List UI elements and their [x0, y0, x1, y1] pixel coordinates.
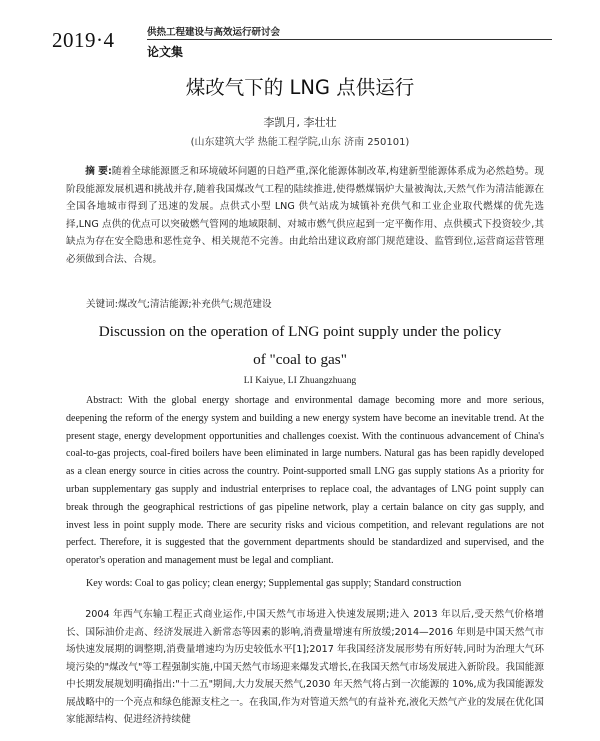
english-abstract [66, 392, 544, 570]
conference-name: 供热工程建设与高效运行研讨会 [147, 27, 281, 38]
chinese-abstract [66, 163, 544, 269]
english-keywords-text: Coal to gas policy; clean energy; Supplemental gas supply; Standard construction [134, 578, 462, 589]
chinese-authors: 李凯月, 李壮壮 [263, 116, 337, 129]
english-keywords [86, 578, 461, 589]
english-authors: LI Kaiyue, LI Zhuangzhuang [243, 375, 357, 386]
body-paragraph: 2004 年西气东输工程正式商业运作,中国天然气市场进入快速发展期;进入 2013 年以后,受天然气价格增长、国际油价走高、经济发展进入新常态等因素的影响,消费量增速有所放缓;2014—2016 年则是中国天然气市场快速发展期的调整期,消费量增速均为历史较低水平[1];2017 年我国经济发展形势有所好转,同时为治理大气环境污染的"煤改气"等工程强制实施,中国天然气市场迎来爆发式增长,在我国天然气市场发展进入新阶段。我国能源中长期发展规划明确指出:"十二五"期间,大力发展天然气,2030 年天然气将占到一次能源的 10%,成为我国能源发展战略中的一个亮点和绿色能源支柱之一。在我国,作为对管道天然气的有益补充,液化天然气产业的发展在优化国家能源结构、促进经济持续健 [66, 609, 544, 725]
chinese-abstract-text: 随着全球能源匮乏和环境破坏问题的日趋严重,深化能源体制改革,构建新型能源体系成为必然趋势。现阶段能源发展机遇和挑战并存,随着我国煤改气工程的陆续推进,使得燃煤锅炉大量被淘汰,天然气作为清洁能源在全国各地城市得到了迅速的发展。点供式小型 LNG 供气站成为城镇补充供气和工业企业取代燃煤的优先选择,LNG 点供的优点可以突破燃气管网的地域限制、对城市燃气供应起到一定平衡作用、点供模式下投资较少,其缺点为存在安全隐患和恶性竞争、相关规范不完善。由此给出建议政府部门规范建设、监管到位,运营商运营管理必须做到合法、合规。 [66, 166, 544, 265]
chinese-keywords-label: 关键词: [86, 299, 119, 310]
running-header [52, 22, 552, 62]
english-abstract-label: Abstract: [86, 395, 123, 406]
header-rule [147, 39, 552, 40]
column-name: 论文集 [147, 45, 184, 59]
chinese-affiliation: (山东建筑大学 热能工程学院,山东 济南 250101) [190, 137, 410, 148]
chinese-keywords-text: 煤改气;清洁能源;补充供气;规范建设 [118, 299, 272, 310]
english-abstract-text: With the global energy shortage and environmental damage becoming more and more serious, deepening the reform of the energy system and building a new energy system have become an inevitable trend. At the present stage, energy development opportunities and challenges coexist. With the continuous advancement of China's coal-to-gas projects, coal-fired boilers have been eliminated in large numbers. Natural gas has been rapidly developed as a clean energy source in cities across the country. Point-supported small LNG gas supply stations As a priority for urban supplementary gas supply and industrial enterprises to replace coal, the advantages of LNG point supply can break through the geographical restrictions of gas pipeline network, play a certain balance on city gas supply, and invest less in point supply mode. There are security risks and vicious competition, and relevant regulations are not perfect. Therefore, it is suggested that the government departments should be standardized and supervised, and the operator's operation and management must be legal and compliant. [66, 395, 545, 567]
english-title-line1: Discussion on the operation of LNG point supply under the policy [98, 323, 502, 340]
chinese-abstract-label: 摘 要: [85, 166, 112, 177]
chinese-keywords [86, 296, 272, 310]
chinese-title: 煤改气下的 LNG 点供运行 [185, 76, 415, 99]
english-title [0, 318, 600, 374]
issue-number: 2019·4 [52, 28, 115, 52]
english-keywords-label: Key words: [86, 578, 133, 589]
english-title-line2: of "coal to gas" [253, 351, 347, 368]
